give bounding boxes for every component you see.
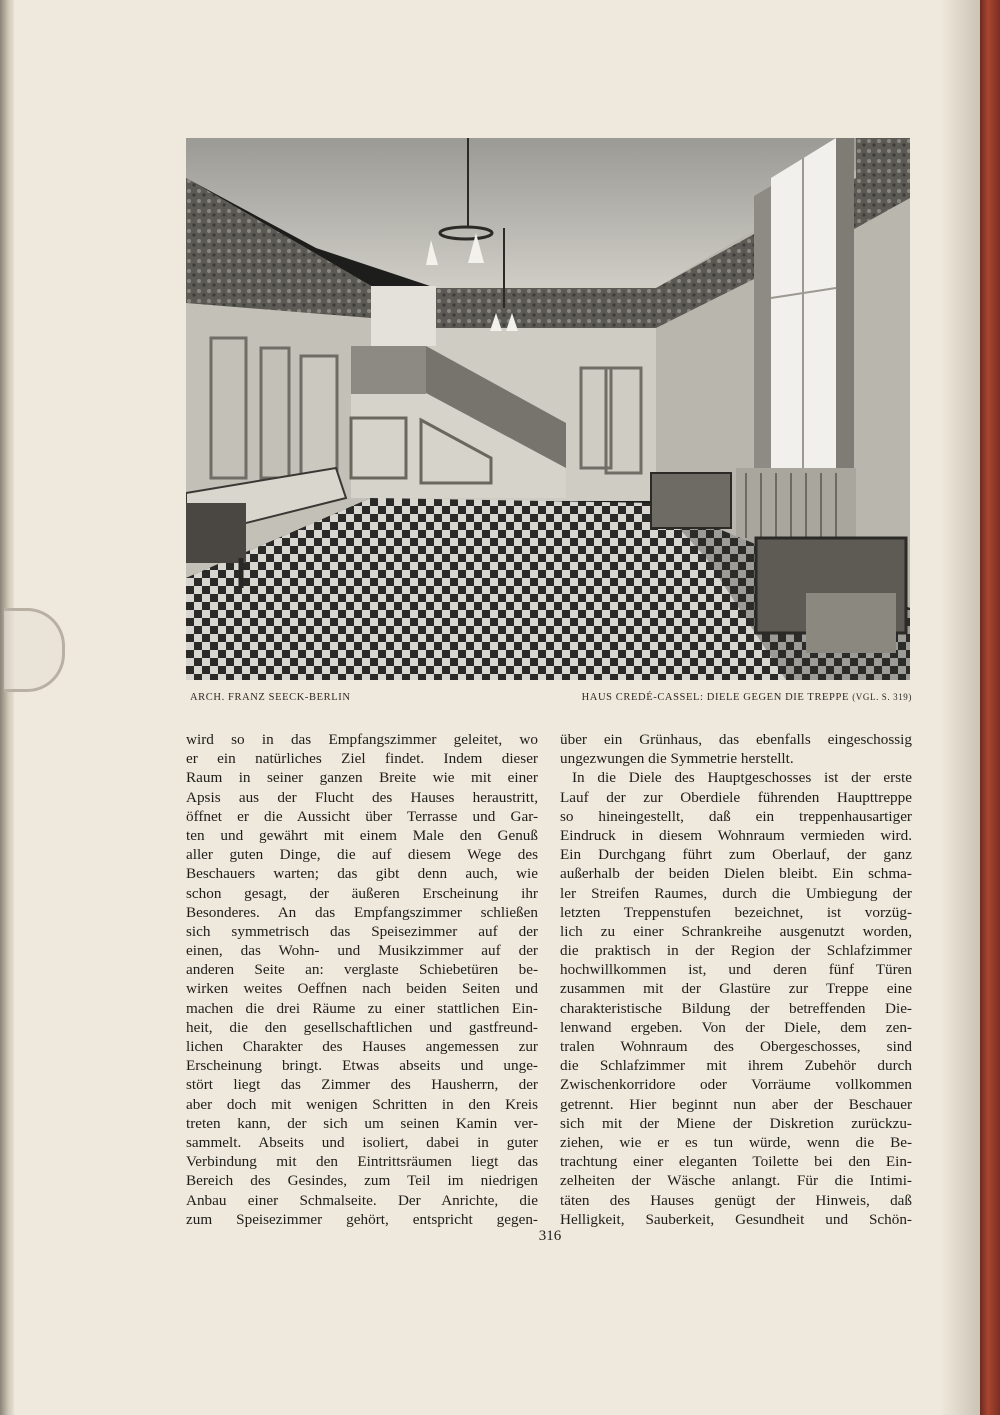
text-line: zelheiten der Wäsche anlangt. Für die Intimi- <box>560 1172 912 1190</box>
text-line: Raum in seiner ganzen Breite wie mit einer <box>186 769 538 787</box>
photo-caption <box>190 692 912 708</box>
caption-title-text: HAUS CREDÉ-CASSEL: DIELE GEGEN DIE TREPPE <box>581 692 849 703</box>
text-line: Helligkeit, Sauberkeit, Gesundheit und Schön- <box>560 1210 912 1228</box>
text-line: öffnet er die Aussicht über Terrasse und Gar- <box>186 807 538 825</box>
text-line: ziehen, wie er es tun würde, wenn die Be- <box>560 1133 912 1151</box>
text-line: Besonderes. An das Empfangszimmer schließen <box>186 903 538 921</box>
text-line: aller guten Dinge, die auf diesem Wege des <box>186 846 538 864</box>
text-line: sich mit der Miene der Diskretion zurückzu- <box>560 1114 912 1132</box>
text-line: Ein Durchgang führt zum Oberlauf, der ganz <box>560 846 912 864</box>
text-line: lich zu einer Schrankreihe ausgenutzt worden, <box>560 922 912 940</box>
text-line: einen, das Wohn- und Musikzimmer auf der <box>186 942 538 960</box>
text-line: außerhalb der beiden Dielen bleibt. Ein schma- <box>560 865 912 883</box>
text-line: Lauf der zur Oberdiele führenden Haupttreppe <box>560 788 912 806</box>
text-line: zum Speisezimmer gehört, entspricht gegen- <box>186 1210 538 1228</box>
text-line: sammelt. Abseits und isoliert, dabei in guter <box>186 1133 538 1151</box>
text-column-left <box>186 730 538 1229</box>
text-line: die Schlafzimmer mit ihrem Zubehör durch <box>560 1057 912 1075</box>
text-line: anderen Seite an: verglaste Schiebetüren be- <box>186 961 538 979</box>
text-line: treten kann, der sich um seinen Kamin ver- <box>186 1114 538 1132</box>
text-line: Beschauers warten; das gibt denn auch, wie <box>186 865 538 883</box>
text-line: ungezwungen die Symmetrie herstellt. <box>560 750 794 768</box>
text-line: schon gesagt, der äußeren Erscheinung ihr <box>186 884 538 902</box>
gutter-shadow <box>940 0 980 1415</box>
text-line: tralen Wohnraum des Obergeschosses, sind <box>560 1038 912 1055</box>
text-line: aber doch mit wenigen Schritten in den Kreis <box>186 1095 538 1113</box>
text-line: zusammen mit der Glastüre zur Treppe eine <box>560 980 912 998</box>
text-line: heit, die den gesellschaftlichen und gastfreund- <box>186 1018 538 1036</box>
book-cover-edge <box>980 0 1000 1415</box>
text-line: über ein Grünhaus, das ebenfalls eingeschossig <box>560 731 912 748</box>
text-column-right <box>560 730 912 1229</box>
text-line: charakteristische Bildung der betreffenden Die- <box>560 999 912 1017</box>
text-line: Verbindung mit den Eintrittsräumen liegt das <box>186 1153 538 1171</box>
text-line: ler Streifen Raumes, durch die Umbiegung der <box>560 884 912 902</box>
text-line: In die Diele des Hauptgeschosses ist der erste <box>572 769 912 787</box>
text-line: lenwand ergeben. Von der Diele, dem zen- <box>560 1018 912 1036</box>
text-line: er ein natürliches Ziel findet. Indem dieser <box>186 750 538 768</box>
text-line: wird so in das Empfangszimmer geleitet, wo <box>186 731 538 748</box>
page-number: 316 <box>538 1228 562 1244</box>
text-line: täten des Hauses genügt der Hinweis, daß <box>560 1191 912 1209</box>
text-line: so hineingestellt, daß ein treppenhausartiger <box>560 807 912 825</box>
text-line: letzten Treppenstufen bezeichnet, ist vorzüg- <box>560 903 912 921</box>
text-line: machen die drei Räume zu einer stattlichen Ein- <box>186 999 538 1017</box>
text-line: lichen Charakter des Hauses angemessen zur <box>186 1038 538 1055</box>
text-line: trachtung einer eleganten Toilette bei den Ein- <box>560 1153 912 1171</box>
text-line: wirken weites Oeffnen nach beiden Seiten und <box>186 980 538 998</box>
text-line: Anbau einer Schmalseite. Der Anrichte, die <box>186 1191 538 1209</box>
caption-title <box>582 692 912 703</box>
text-line: Eindruck in diesem Wohnraum vermieden wird. <box>560 826 912 844</box>
text-line: ten und gewährt mit einem Male den Genuß <box>186 826 538 844</box>
text-line: stört liegt das Zimmer des Hausherrn, der <box>186 1076 538 1094</box>
text-line: Bereich des Gesindes, zum Teil im niedrigen <box>186 1172 538 1190</box>
text-line: Apsis aus der Flucht des Hauses heraustritt, <box>186 788 538 806</box>
book-page-stack <box>0 0 14 1415</box>
caption-page-reference: (VGL. S. 319) <box>852 692 912 702</box>
text-line: Erscheinung bringt. Etwas abseits und unge- <box>186 1057 538 1075</box>
interior-photograph <box>186 138 910 680</box>
text-line: hochwillkommen ist, und deren fünf Türen <box>560 961 912 979</box>
text-line: Zwischenkorridore oder Vorräume vollkommen <box>560 1076 912 1094</box>
text-line: sich symmetrisch das Speisezimmer auf der <box>186 922 538 940</box>
text-line: die praktisch in der Region der Schlafzimmer <box>560 942 912 960</box>
text-line: getrennt. Hier beginnt nun aber der Beschauer <box>560 1095 912 1113</box>
caption-architect: ARCH. FRANZ SEECK-BERLIN <box>190 692 351 703</box>
